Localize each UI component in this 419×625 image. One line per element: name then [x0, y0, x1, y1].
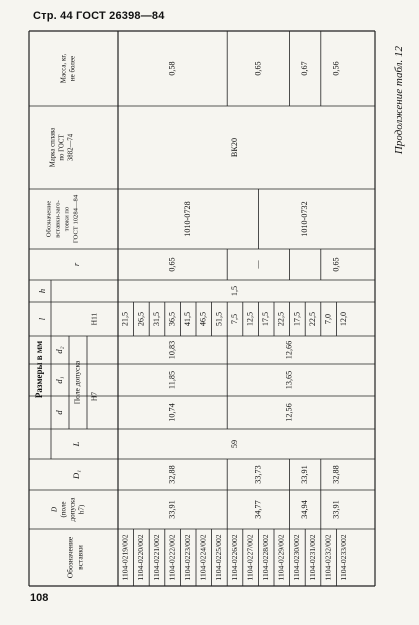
blank-header: Обозначение	[45, 200, 53, 238]
grade-header: по ГОСТ	[58, 134, 66, 161]
r-header: r	[70, 262, 81, 267]
l-value: 31,5	[151, 311, 161, 327]
row-designation: 1104-0223/002	[182, 534, 192, 581]
d1-value: 13,65	[284, 370, 294, 390]
page-header: Стр. 44 ГОСТ 26398—84	[33, 10, 165, 22]
grade-value: ВК20	[229, 137, 239, 158]
h-value: 1,5	[229, 285, 239, 297]
blank-value: 1010-0728	[183, 201, 193, 237]
row-designation: 1104-0219/002	[120, 534, 130, 581]
D1-header: D₁	[70, 469, 81, 480]
row-designation: 1104-0229/002	[276, 534, 286, 581]
blank-header: вставки-заго-	[54, 200, 62, 238]
d2-value: 12,66	[284, 340, 294, 360]
mass-value: 0,58	[167, 61, 177, 76]
page-number: 108	[30, 592, 49, 604]
d-value: 10,74	[167, 403, 177, 422]
table-caption: Продолжение табл. 12	[393, 46, 405, 155]
row-designation: 1104-0221/002	[151, 534, 161, 581]
r-value: —	[253, 260, 263, 269]
row-designation: 1104-0225/002	[214, 534, 224, 581]
mass-value: 0,65	[253, 61, 263, 76]
row-designation: 1104-0232/002	[323, 534, 333, 581]
d-header: d	[53, 410, 64, 415]
l-value: 36,5	[167, 311, 177, 327]
row-designation: 1104-0222/002	[167, 534, 177, 581]
h7-label: H7	[89, 391, 99, 402]
D-value: 34,77	[253, 500, 263, 519]
h11-label: H11	[89, 312, 99, 326]
mass-header: не более	[68, 55, 77, 82]
blank-value: 1010-0732	[300, 201, 310, 237]
mass-header: Масса, кг,	[59, 53, 68, 84]
l-value: 41,5	[183, 311, 193, 327]
l-value: 7,0	[323, 313, 333, 325]
l-value: 21,5	[120, 311, 130, 327]
mass-value: 0,56	[331, 61, 341, 76]
D1-value: 33,73	[253, 465, 263, 484]
designation-header: вставки	[75, 545, 85, 570]
l-value: 12,5	[245, 311, 255, 327]
D-header: (поле	[59, 501, 68, 518]
row-designation: 1104-0230/002	[292, 534, 302, 581]
l-value: 22,5	[307, 311, 317, 327]
d2-header: d₂	[53, 346, 64, 354]
blank-header: ГОСТ 10284—84	[72, 194, 80, 244]
l-header: l	[36, 317, 47, 321]
r-value: 0,65	[167, 257, 177, 272]
h-header: h	[36, 288, 47, 294]
l-value: 51,5	[214, 311, 224, 327]
L-header: L	[70, 441, 81, 447]
row-designation: 1104-0224/002	[198, 534, 208, 581]
D-value: 34,94	[300, 500, 310, 519]
d2-value: 10,83	[167, 340, 177, 360]
l-value: 12,0	[339, 311, 349, 327]
r-value: 0,65	[331, 257, 341, 272]
D-header: допуска	[68, 497, 77, 522]
d-value: 12,56	[284, 403, 294, 422]
D-header: h7)	[77, 504, 86, 515]
row-designation: 1104-0233/002	[338, 534, 348, 581]
designation-header: Обозначение	[65, 536, 75, 579]
row-designation: 1104-0227/002	[245, 534, 255, 581]
d1-value: 11,85	[167, 370, 177, 390]
l-value: 26,5	[136, 311, 146, 327]
row-designation: 1104-0220/002	[136, 534, 146, 581]
l-value: 7,5	[229, 313, 239, 325]
d1-header: d₁	[53, 376, 64, 384]
row-designation: 1104-0226/002	[229, 534, 239, 581]
grade-header: 3882—74	[67, 133, 75, 162]
sizes-title: Размеры в мм	[34, 340, 45, 399]
D1-value: 33,91	[300, 465, 310, 484]
L-value: 59	[229, 439, 239, 449]
D-value: 33,91	[331, 500, 341, 519]
D1-value: 32,88	[331, 465, 341, 484]
l-value: 46,5	[198, 311, 208, 327]
tolerance-field-label: Поле допуска	[72, 360, 82, 405]
l-value: 17,5	[261, 311, 271, 327]
blank-header: товки по	[63, 206, 71, 232]
grade-header: Марка сплава	[49, 127, 57, 168]
D-value: 33,91	[167, 500, 177, 519]
l-value: 22,5	[276, 311, 286, 327]
mass-value: 0,67	[300, 61, 310, 76]
row-designation: 1104-0228/002	[260, 534, 270, 581]
row-designation: 1104-0231/002	[307, 534, 317, 581]
l-value: 17,5	[292, 311, 302, 327]
D1-value: 32,88	[167, 465, 177, 484]
D-header: D	[50, 506, 59, 513]
